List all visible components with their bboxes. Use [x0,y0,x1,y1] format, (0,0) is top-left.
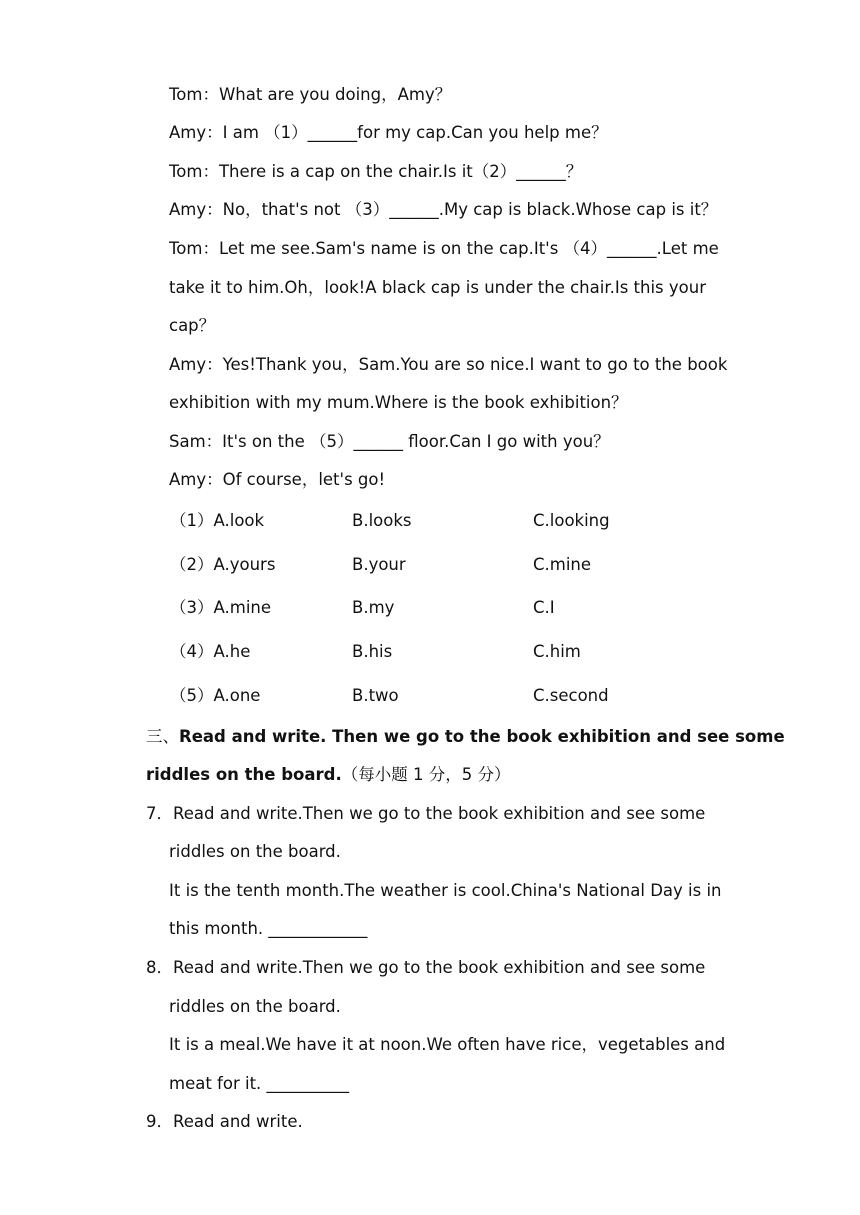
section-heading-line2 [146,764,706,786]
option-c: C.second [533,686,609,705]
section-score: （每小题 1 分，5 分） [341,765,511,784]
section-prefix: 三、 [146,727,179,746]
option-b: B.two [352,686,399,705]
option-b: B.his [352,642,393,661]
dialogue-line-9: exhibition with my mum.Where is the book exhibition？ [169,393,628,412]
question-8-line-2: riddles on the board. [169,997,341,1016]
dialogue-line-3: Tom：There is a cap on the chair.Is it（2）______？ [169,162,583,181]
option-a: （4）A.he [170,642,251,661]
option-c: C.I [533,598,555,617]
dialogue-line-7: cap？ [169,316,216,335]
option-a: （5）A.one [170,686,261,705]
option-a: （3）A.mine [170,598,272,617]
option-a: （1）A.look [170,511,265,530]
section-title-line2: riddles on the board. [146,765,342,784]
option-c: C.looking [533,511,610,530]
option-b: B.your [352,555,406,574]
dialogue-line-4: Amy：No，that's not （3）______.My cap is black.Whose cap is it？ [169,200,718,219]
question-7-answer-line: this month. ____________ [169,919,368,938]
question-9-line-1: 9．Read and write. [146,1112,303,1131]
dialogue-line-10: Sam：It's on the （5）______ floor.Can I go with you？ [169,432,610,451]
dialogue-line-5: Tom：Let me see.Sam's name is on the cap.It's （4）______.Let me [169,239,719,258]
option-b: B.looks [352,511,412,530]
question-7-line-3: It is the tenth month.The weather is cool.China's National Day is in [169,881,722,900]
dialogue-line-8: Amy：Yes!Thank you，Sam.You are so nice.I want to go to the book [169,355,728,374]
option-b: B.my [352,598,395,617]
question-7-line-1: 7．Read and write.Then we go to the book exhibition and see some [146,804,706,823]
section-heading [146,726,785,748]
dialogue-line-6: take it to him.Oh，look!A black cap is under the chair.Is this your [169,278,706,297]
option-c: C.him [533,642,581,661]
section-title-line1: Read and write. Then we go to the book exhibition and see some [179,727,785,746]
question-8-line-1: 8．Read and write.Then we go to the book exhibition and see some [146,958,706,977]
option-a: （2）A.yours [170,555,276,574]
question-7-line-2: riddles on the board. [169,842,341,861]
question-8-line-3: It is a meal.We have it at noon.We often have rice，vegetables and [169,1035,726,1054]
option-c: C.mine [533,555,592,574]
dialogue-line-2: Amy：I am （1）______for my cap.Can you help me？ [169,123,608,142]
question-8-answer-line: meat for it. __________ [169,1074,350,1093]
dialogue-line-11: Amy：Of course，let's go! [169,470,386,489]
dialogue-line-1: Tom：What are you doing，Amy？ [169,85,452,104]
